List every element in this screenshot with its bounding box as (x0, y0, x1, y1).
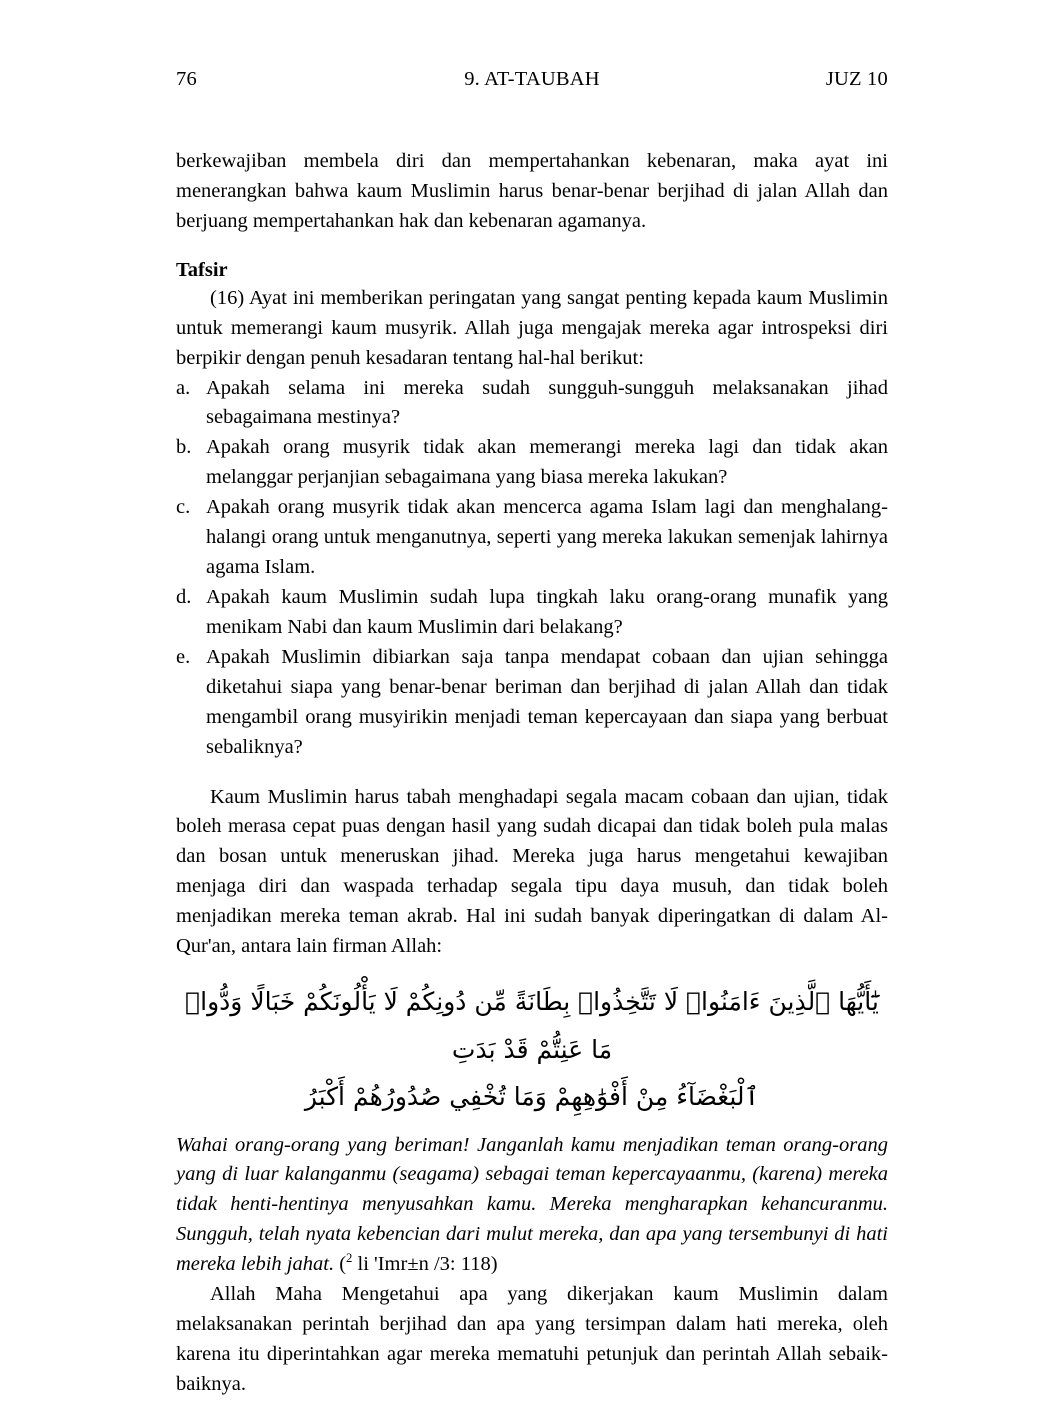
page-number: 76 (176, 68, 197, 90)
tafsir-heading: Tafsir (176, 258, 228, 281)
opening-paragraph: berkewajiban membela diri dan mempertahankan kebenaran, maka ayat ini menerangkan bahwa kaum Muslimin harus benar-benar berjihad di jalan Allah dan berjuang mempertahankan hak dan kebenaran agamanya. (176, 150, 888, 232)
paragraph-after-list: Kaum Muslimin harus tabah menghadapi segala macam cobaan dan ujian, tidak boleh merasa cepat puas dengan hasil yang sudah dicapai dan tidak boleh pula malas dan bosan untuk meneruskan jihad. Mereka juga harus mengetahui kewajiban menjaga diri dan waspada terhadap segala tipu daya musuh, dan tidak boleh menjadikan mereka teman akrab. Hal ini sudah banyak diperingatkan di dalam Al-Qur'an, antara lain firman Allah: (176, 785, 888, 958)
list-item-marker: b. (176, 436, 192, 459)
verse-translation (176, 1131, 888, 1281)
list-item (176, 433, 888, 493)
surah-title: 9. AT-TAUBAH (464, 68, 600, 90)
arabic-verse (176, 978, 888, 1121)
arabic-verse-line-1: يَٰٓأَيُّهَا ٱلَّذِينَ ءَامَنُوا۟ لَا تَتَّخِذُوا۟ بِطَانَةً مِّن دُونِكُمْ لَا يَأْلُونَكُمْ خَبَالًا وَدُّوا۟ مَا عَنِتُّمْ قَدْ بَدَتِ (185, 987, 879, 1064)
verse-reference-text: li 'Imr±n /3: 118) (352, 1253, 498, 1276)
list-item (176, 493, 888, 583)
verse-translation-text: Wahai orang-orang yang beriman! Janganlah kamu menjadikan teman orang-orang yang di luar kalanganmu (seagama) sebagai teman kepercayaanmu, (karena) mereka tidak henti-hentinya menyusahkan kamu. Mereka mengharapkan kehancuranmu. Sungguh, telah nyata kebencian dari mulut mereka, dan apa yang tersembunyi di hati mereka lebih jahat. (176, 1133, 888, 1276)
list-item-text: Apakah kaum Muslimin sudah lupa tingkah laku orang-orang munafik yang menikam Nabi dan kaum Muslimin dari belakang? (206, 585, 888, 638)
list-item (176, 583, 888, 643)
arabic-verse-line-2: ٱلْبَغْضَآءُ مِنْ أَفْوَٰهِهِمْ وَمَا تُخْفِي صُدُورُهُمْ أَكْبَرُ (304, 1082, 760, 1112)
juz-label: JUZ 10 (825, 68, 888, 90)
list-item-marker: d. (176, 585, 192, 608)
list-item (176, 374, 888, 434)
verse-reference: ($^2$ li 'Imr±n /3: 118) (339, 1251, 498, 1276)
footnote-marker: 2 (346, 1251, 353, 1266)
tafsir-points-list (176, 374, 888, 763)
list-item-marker: a. (176, 376, 191, 399)
tafsir-intro-paragraph: (16) Ayat ini memberikan peringatan yang sangat penting kepada kaum Muslimin untuk memerangi kaum musyrik. Allah juga mengajak mereka agar introspeksi diri berpikir dengan penuh kesadaran tentang hal-hal berikut: (176, 286, 888, 369)
page-content (176, 68, 888, 1400)
list-item-text: Apakah orang musyrik tidak akan mencerca agama Islam lagi dan menghalang-halangi orang untuk menganutnya, seperti yang mereka lakukan semenjak lahirnya agama Islam. (206, 496, 888, 579)
list-item-text: Apakah orang musyrik tidak akan memerangi mereka lagi dan tidak akan melanggar perjanjian sebagaimana yang biasa mereka lakukan? (206, 436, 888, 489)
list-item-text: Apakah Muslimin dibiarkan saja tanpa mendapat cobaan dan ujian sehingga diketahui siapa yang benar-benar beriman dan berjihad di jalan Allah dan tidak mengambil orang musyirikin menjadi teman kepercayaan dan siapa yang berbuat sebaliknya? (206, 645, 888, 758)
running-head (176, 68, 888, 91)
list-item-marker: c. (176, 496, 191, 519)
list-item-text: Apakah selama ini mereka sudah sungguh-sungguh melaksanakan jihad sebagaimana mestinya? (206, 376, 888, 429)
closing-paragraph: Allah Maha Mengetahui apa yang dikerjakan kaum Muslimin dalam melaksanakan perintah berjihad dan apa yang tersimpan dalam hati mereka, oleh karena itu diperintahkan agar mereka mematuhi petunjuk dan perintah Allah sebaik-baiknya. (176, 1283, 888, 1395)
list-item (176, 643, 888, 763)
list-item-marker: e. (176, 645, 191, 668)
